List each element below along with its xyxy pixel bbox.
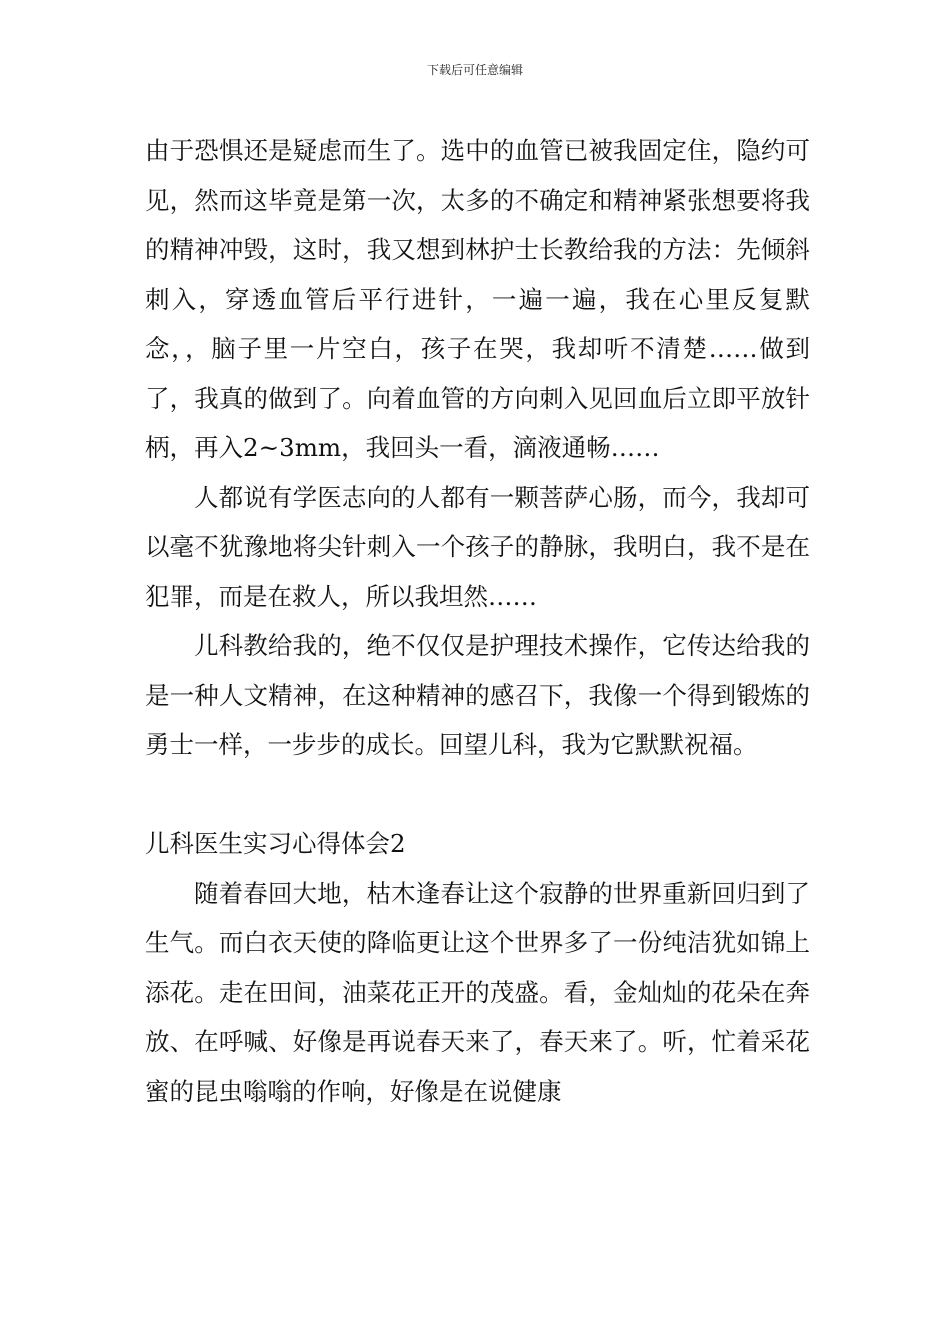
page-header: 下载后可任意编辑 (426, 63, 523, 77)
body-paragraph: 由于恐惧还是疑虑而生了。选中的血管已被我固定住，隐约可见，然而这毕竟是第一次，太多的不确定和精神紧张想要将我的精神冲毁，这时，我又想到林护士长教给我的方法：先倾斜刺入，穿透血管后平行进针，一遍一遍，我在心里反复默念，，脑子里一片空白，孩子在哭，我却听不清楚……做到了，我真的做到了。向着血管的方向刺入见回血后立即平放针柄，再入2~3mm，我回头一看，滴液通畅…… (145, 136, 810, 462)
body-paragraph: 儿科教给我的，绝不仅仅是护理技术操作，它传达给我的是一种人文精神，在这种精神的感召下，我像一个得到锻炼的勇士一样，一步步的成长。回望儿科，我为它默默祝福。 (145, 631, 810, 759)
body-paragraph: 随着春回大地，枯木逢春让这个寂静的世界重新回归到了生气。而白衣天使的降临更让这个世界多了一份纯洁犹如锦上添花。走在田间，油菜花正开的茂盛。看，金灿灿的花朵在奔放、在呼喊、好像是再说春天来了，春天来了。听，忙着采花蜜的昆虫嗡嗡的作响，好像是在说健康 (145, 878, 810, 1106)
body-paragraph: 人都说有学医志向的人都有一颗菩萨心肠，而今，我却可以毫不犹豫地将尖针刺入一个孩子的静脉，我明白，我不是在犯罪，而是在救人，所以我坦然…… (145, 482, 810, 611)
document-body (145, 126, 810, 1116)
section-heading: 儿科医生实习心得体会2 (145, 829, 406, 858)
